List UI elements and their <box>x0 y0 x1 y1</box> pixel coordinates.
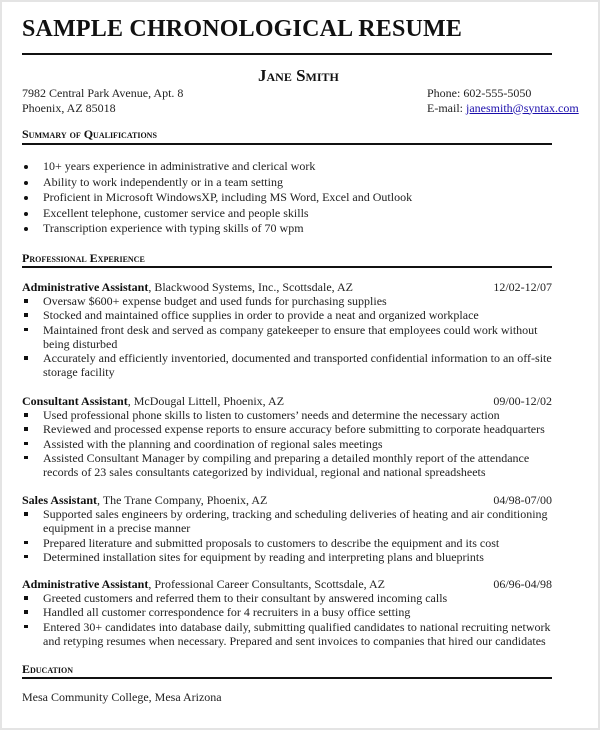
list-item: Reviewed and processed expense reports to ensure accuracy before submitting to corporate headquarters <box>22 422 552 436</box>
job-dates: 09/00-12/02 <box>493 394 552 408</box>
job-title: Consultant Assistant <box>22 394 128 408</box>
address-line: 7982 Central Park Avenue, Apt. 8 <box>22 86 184 100</box>
list-item: Ability to work independently or in a team setting <box>22 175 412 191</box>
job-dates: 12/02-12/07 <box>493 280 552 294</box>
job-entry <box>22 280 552 379</box>
section-rule <box>22 266 552 268</box>
job-entry <box>22 394 552 479</box>
summary-list <box>22 159 412 237</box>
job-company: , McDougal Littell, Phoenix, AZ <box>127 394 285 408</box>
email-link[interactable]: janesmith@syntax.com <box>466 100 579 115</box>
phone: Phone: 602-555-5050 <box>427 86 532 100</box>
list-item: Excellent telephone, customer service and people skills <box>22 206 412 222</box>
job-company: , The Trane Company, Phoenix, AZ <box>97 493 268 507</box>
section-education-heading: Education <box>22 662 73 676</box>
section-experience-heading: Professional Experience <box>22 251 145 265</box>
job-dates: 06/96-04/98 <box>493 577 552 591</box>
list-item: Supported sales engineers by ordering, tracking and scheduling deliveries of heating and air conditioning equipment in a precise manner <box>22 507 552 535</box>
title-rule <box>22 53 552 55</box>
list-item: Maintained front desk and served as company gatekeeper to ensure that employees could work without being disturbed <box>22 323 552 351</box>
candidate-name: Jane Smith <box>258 66 339 85</box>
job-title: Administrative Assistant <box>22 280 149 294</box>
list-item: Assisted with the planning and coordination of regional sales meetings <box>22 437 552 451</box>
list-item: Accurately and efficiently inventoried, documented and transported confidential information to an off-site storage facility <box>22 351 552 379</box>
address <box>22 86 183 115</box>
list-item: 10+ years experience in administrative and clerical work <box>22 159 412 175</box>
list-item: Used professional phone skills to listen to customers’ needs and determine the necessary action <box>22 408 552 422</box>
list-item: Transcription experience with typing skills of 70 wpm <box>22 221 412 237</box>
email-label: E-mail: <box>427 100 466 115</box>
section-rule <box>22 677 552 679</box>
list-item: Entered 30+ candidates into database daily, submitting qualified candidates to national recruiting network and retyping resumes when necessary. Prepared and sent invoices to companies that hired our candidates <box>22 620 552 648</box>
job-title: Sales Assistant <box>22 493 98 507</box>
job-company: , Blackwood Systems, Inc., Scottsdale, AZ <box>148 280 353 294</box>
list-item: Stocked and maintained office supplies in order to provide a neat and organized workplace <box>22 308 552 322</box>
section-rule <box>22 143 552 145</box>
list-item: Handled all customer correspondence for 4 recruiters in a busy office setting <box>22 605 552 619</box>
list-item: Determined installation sites for equipment by reading and interpreting plans and blueprints <box>22 550 552 564</box>
list-item: Prepared literature and submitted proposals to customers to describe the equipment and its cost <box>22 536 552 550</box>
contact-info <box>427 86 579 115</box>
address-line: Phoenix, AZ 85018 <box>22 100 116 115</box>
job-title: Administrative Assistant <box>22 577 149 591</box>
list-item: Proficient in Microsoft WindowsXP, including MS Word, Excel and Outlook <box>22 190 412 206</box>
list-item: Oversaw $600+ expense budget and used funds for purchasing supplies <box>22 294 552 308</box>
job-entry <box>22 493 552 564</box>
document-title: SAMPLE CHRONOLOGICAL RESUME <box>22 16 463 42</box>
job-entry <box>22 577 552 648</box>
section-summary-heading: Summary of Qualifications <box>22 127 157 141</box>
job-dates: 04/98-07/00 <box>493 493 552 507</box>
list-item: Greeted customers and referred them to their consultant by answered incoming calls <box>22 591 552 605</box>
list-item: Assisted Consultant Manager by compiling and preparing a detailed monthly report of the attendance records of 23 sales consultants categorized by individual, regional and national spreadsheets <box>22 451 552 479</box>
education-entry: Mesa Community College, Mesa Arizona <box>22 690 222 704</box>
job-company: , Professional Career Consultants, Scottsdale, AZ <box>148 577 385 591</box>
